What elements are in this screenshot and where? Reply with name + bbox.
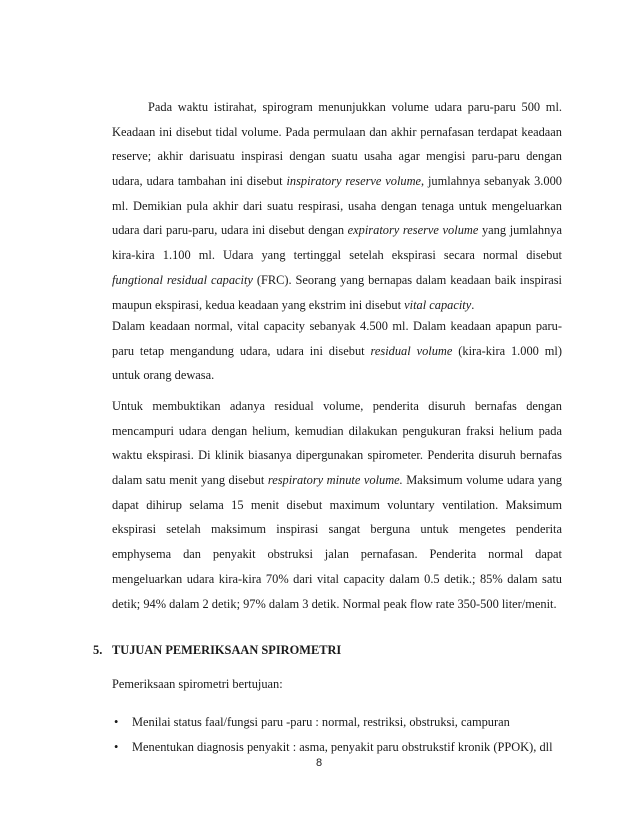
text-run: (kira-kira 1.000 ml): [452, 343, 562, 358]
text-run: detik; 94% dalam 2 detik; 97% dalam 3 detik. Normal peak flow rate 350-500 liter/menit.: [112, 596, 557, 611]
term-inspiratory-reserve-volume: inspiratory reserve volume: [286, 174, 422, 189]
paragraph-helium-measurement: [112, 394, 562, 616]
text-run: mengeluarkan udara kira-kira 70% dari vital capacity dalam 0.5 detik.; 85% dalam satu: [112, 571, 562, 586]
text-run: emphysema dan penyakit obstruksi jalan pernafasan. Penderita normal dapat: [112, 547, 562, 562]
text-run: yang jumlahnya: [478, 223, 563, 238]
text-run: Untuk membuktikan adanya residual volume, penderita disuruh bernafas dengan: [112, 399, 562, 413]
section-number: 5.: [93, 643, 103, 657]
text-line: [112, 339, 562, 364]
text-line: [112, 468, 562, 493]
text-line: [112, 592, 562, 617]
text-line: [112, 517, 562, 542]
bullet-list: [112, 710, 582, 760]
text-run: paru tetap mengandung udara, udara ini disebut: [112, 343, 371, 358]
section-intro: Pemeriksaan spirometri bertujuan:: [112, 677, 283, 691]
term-functional-residual-capacity: fungtional residual capacity: [112, 272, 253, 287]
text-run: udara, udara tambahan ini disebut: [112, 174, 287, 189]
paragraph-spirogram: [112, 95, 562, 317]
text-run: mencampuri udara dengan helium, kemudian dilakukan pengukuran fraksi helium pada: [112, 423, 562, 438]
text-line: [112, 363, 562, 388]
text-run: dalam satu menit yang disebut: [112, 473, 268, 488]
text-run: reserve; akhir darisuatu inspirasi dengan suatu usaha agar mengisi paru-paru dengan: [112, 149, 562, 164]
text-run: , jumlahnya sebanyak 3.000: [421, 174, 562, 189]
text-line: [112, 194, 562, 219]
list-item-text: Menentukan diagnosis penyakit : asma, penyakit paru obstrukstif kronik (PPOK), dll: [132, 740, 553, 754]
text-line: [112, 567, 562, 592]
text-run: udara dari paru-paru, udara ini disebut dengan: [112, 223, 348, 238]
section-title: TUJUAN PEMERIKSAAN SPIROMETRI: [112, 643, 342, 657]
text-run: Keadaan ini disebut tidal volume. Pada permulaan dan akhir pernafasan terdapat keadaan: [112, 124, 562, 139]
term-residual-volume: residual volume: [370, 343, 453, 358]
text-run: untuk orang dewasa.: [112, 368, 215, 383]
text-run: Pada waktu istirahat, spirogram menunjukkan volume udara paru-paru 500 ml.: [148, 100, 562, 114]
list-item-text: Menilai status faal/fungsi paru -paru : normal, restriksi, obstruksi, campuran: [132, 715, 510, 729]
text-run: .: [471, 297, 475, 312]
bullet-icon: •: [114, 715, 119, 729]
list-item: [112, 710, 582, 735]
text-run: Dalam keadaan normal, vital capacity sebanyak 4.500 ml. Dalam keadaan apapun paru-: [112, 319, 562, 333]
text-line: [112, 95, 562, 120]
text-line: [112, 394, 562, 419]
bullet-icon: •: [114, 740, 119, 754]
text-run: dapat dihirup selama 15 menit disebut maximum voluntary ventilation. Maksimum: [112, 497, 562, 512]
text-line: [112, 120, 562, 145]
term-respiratory-minute-volume: respiratory minute volume.: [267, 473, 403, 488]
text-run: kira-kira 1.100 ml. Udara yang tertinggal setelah ekspirasi secara normal disebut: [112, 248, 562, 263]
page-number: 8: [315, 757, 323, 769]
text-line: [112, 314, 562, 339]
text-line: [112, 268, 562, 293]
paragraph-residual-volume: [112, 314, 562, 388]
text-run: Maksimum volume udara yang: [402, 473, 562, 488]
text-line: [112, 218, 562, 243]
text-line: [112, 493, 562, 518]
term-vital-capacity: vital capacity: [404, 297, 472, 312]
text-line: [112, 443, 562, 468]
text-line: [112, 243, 562, 268]
text-line: [112, 144, 562, 169]
text-run: ekspirasi setelah maksimum inspirasi sangat berguna untuk mengetes penderita: [112, 522, 562, 537]
text-run: ml. Demikian pula akhir dari suatu respirasi, usaha dengan tenaga untuk mengeluarkan: [112, 198, 562, 213]
term-expiratory-reserve-volume: expiratory reserve volume: [347, 223, 479, 238]
text-run: (FRC). Seorang yang bernapas dalam keadaan baik inspirasi: [252, 272, 562, 287]
text-line: [112, 542, 562, 567]
text-line: [112, 169, 562, 194]
text-run: waktu ekspirasi. Di klinik biasanya dipergunakan spirometer. Penderita disuruh bernafas: [112, 448, 562, 463]
text-run: maupun ekspirasi, kedua keadaan yang ekstrim ini disebut: [112, 297, 405, 312]
section-heading: [93, 643, 341, 658]
text-line: [112, 419, 562, 444]
